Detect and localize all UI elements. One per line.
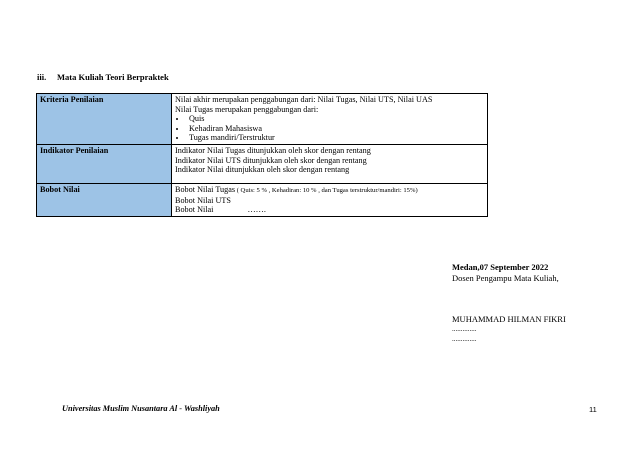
list-item: • Tugas mandiri/Terstruktur [187, 133, 484, 143]
signature-name: MUHAMMAD HILMAN FIKRI [452, 314, 566, 324]
indicator-line: Indikator Nilai Tugas ditunjukkan oleh skor dengan rentang [175, 145, 371, 155]
indicator-line: Indikator Nilai ditunjukkan oleh skor dengan rentang [175, 165, 350, 175]
criteria-line: Nilai akhir merupakan penggabungan dari: Nilai Tugas, Nilai UTS, Nilai UAS [175, 95, 433, 104]
page-number: 11 [589, 405, 597, 414]
table-row [37, 144, 488, 183]
signature-role: Dosen Pengampu Mata Kuliah, [452, 273, 559, 283]
weight-line: Bobot Nilai UTS [175, 195, 231, 205]
footer-institution: Universitas Muslim Nusantara Al - Washliyah [62, 404, 220, 413]
section-heading [37, 72, 169, 82]
indicator-label: Indikator Penilaian [37, 144, 172, 183]
list-item: • Kehadiran Mahasiswa [187, 124, 484, 134]
section-title: Mata Kuliah Teori Berpraktek [57, 72, 169, 82]
criteria-list [175, 114, 484, 143]
weight-label: Bobot Nilai [37, 183, 172, 216]
table-row [37, 94, 488, 145]
weight-final-label: Bobot Nilai [175, 205, 214, 215]
weight-line [175, 205, 484, 215]
criteria-label: Kriteria Penilaian [37, 94, 172, 145]
signature-dots-1: .............. [452, 325, 477, 333]
table-row [37, 183, 488, 216]
weight-task-label: Bobot Nilai Tugas [175, 184, 236, 194]
weight-line [175, 185, 484, 196]
indicator-content [172, 144, 488, 183]
criteria-line: Nilai Tugas merupakan penggabungan dari: [175, 104, 319, 114]
assessment-table [36, 93, 488, 217]
signature-dots-2: .............. [452, 335, 477, 343]
weight-content [172, 183, 488, 216]
criteria-content [172, 94, 488, 145]
section-number: iii. [37, 72, 47, 82]
weight-task-detail: ( Quis: 5 % , Kehadiran: 10 % , dan Tugas terstruktur/mandiri: 15%) [235, 186, 418, 194]
weight-final-dots: ……. [247, 205, 266, 215]
indicator-line: Indikator Nilai UTS ditunjukkan oleh skor dengan rentang [175, 155, 367, 165]
signature-place-date: Medan,07 September 2022 [452, 262, 549, 272]
list-item: • Quis [187, 114, 484, 124]
